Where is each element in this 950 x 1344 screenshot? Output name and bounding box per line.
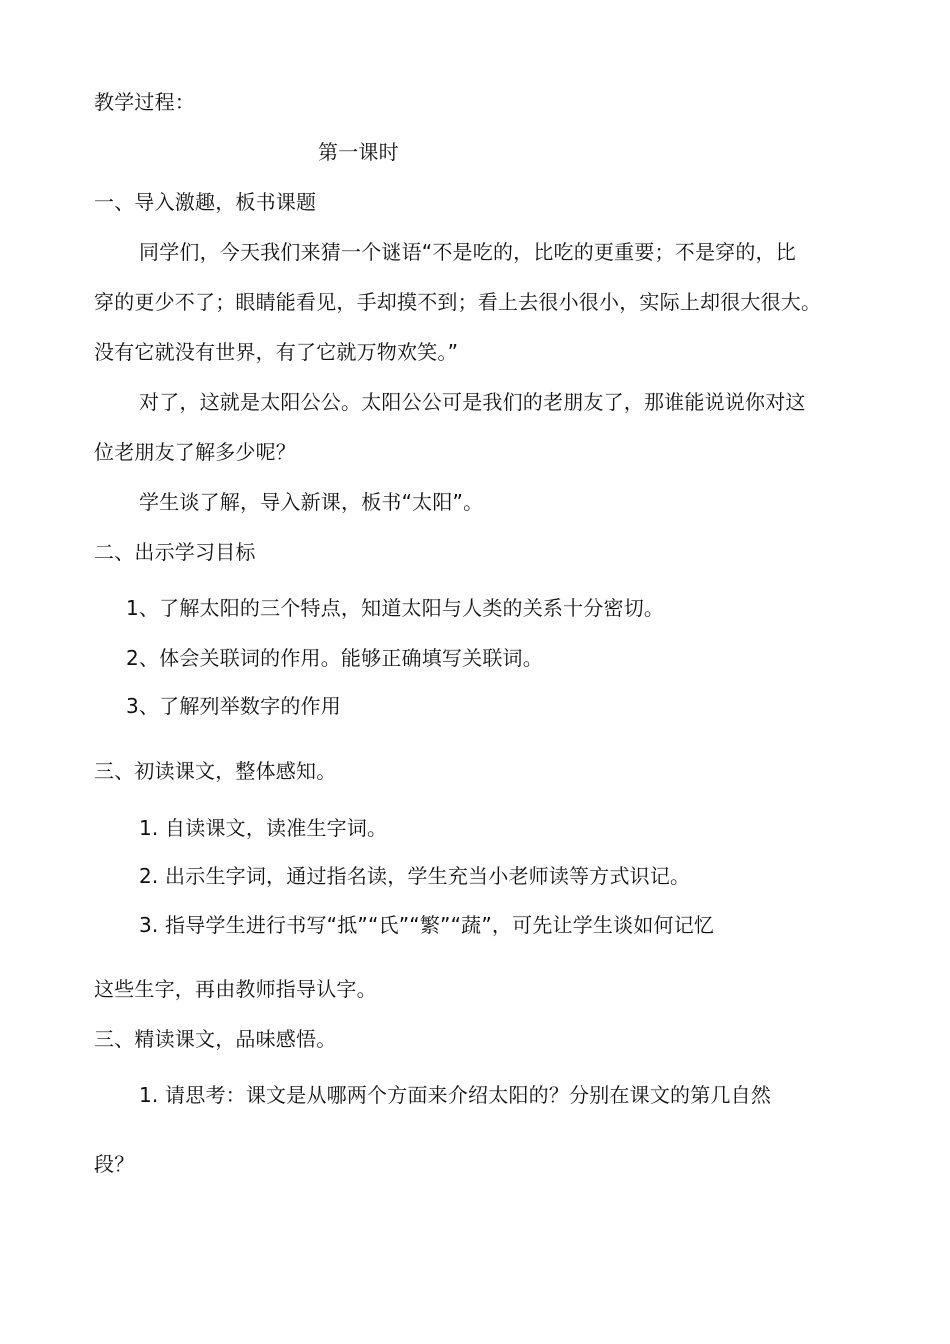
section-3-title: 三、初读课文，整体感知。 xyxy=(94,759,337,783)
intro-line: 学生谈了解，导入新课，板书“太阳”。 xyxy=(139,490,484,514)
riddle-line-1: 同学们，今天我们来猜一个谜语“不是吃的，比吃的更重要；不是穿的，比 xyxy=(139,240,796,264)
section-2-title: 二、出示学习目标 xyxy=(94,540,256,564)
section-4-title: 三、精读课文，品味感悟。 xyxy=(94,1027,337,1051)
reading-item-3-continued: 这些生字，再由教师指导认字。 xyxy=(94,977,377,1001)
goal-item-2: 2、体会关联词的作用。能够正确填写关联词。 xyxy=(126,646,543,670)
close-reading-item-1-line-1: 1. 请思考：课文是从哪两个方面来介绍太阳的？分别在课文的第几自然 xyxy=(139,1083,772,1107)
reading-item-1: 1. 自读课文，读准生字词。 xyxy=(139,816,388,840)
section-1-title: 一、导入激趣，板书课题 xyxy=(94,190,317,214)
answer-line-1: 对了，这就是太阳公公。太阳公公可是我们的老朋友了，那谁能说说你对这 xyxy=(139,390,806,414)
heading: 教学过程： xyxy=(94,90,195,114)
answer-line-2: 位老朋友了解多少呢？ xyxy=(94,440,296,464)
riddle-line-3: 没有它就没有世界，有了它就万物欢笑。” xyxy=(94,340,459,364)
riddle-line-2: 穿的更少不了；眼睛能看见，手却摸不到；看上去很小很小，实际上却很大很大。 xyxy=(94,290,822,314)
lesson-title: 第一课时 xyxy=(318,140,399,164)
reading-item-2: 2. 出示生字词，通过指名读，学生充当小老师读等方式识记。 xyxy=(139,864,691,888)
goal-item-3: 3、了解列举数字的作用 xyxy=(126,694,341,718)
goal-item-1: 1、了解太阳的三个特点，知道太阳与人类的关系十分密切。 xyxy=(126,596,665,620)
reading-item-3: 3. 指导学生进行书写“抵”“氏”“繁”“蔬”，可先让学生谈如何记忆 xyxy=(139,913,715,937)
close-reading-item-1-line-2: 段？ xyxy=(94,1152,135,1176)
